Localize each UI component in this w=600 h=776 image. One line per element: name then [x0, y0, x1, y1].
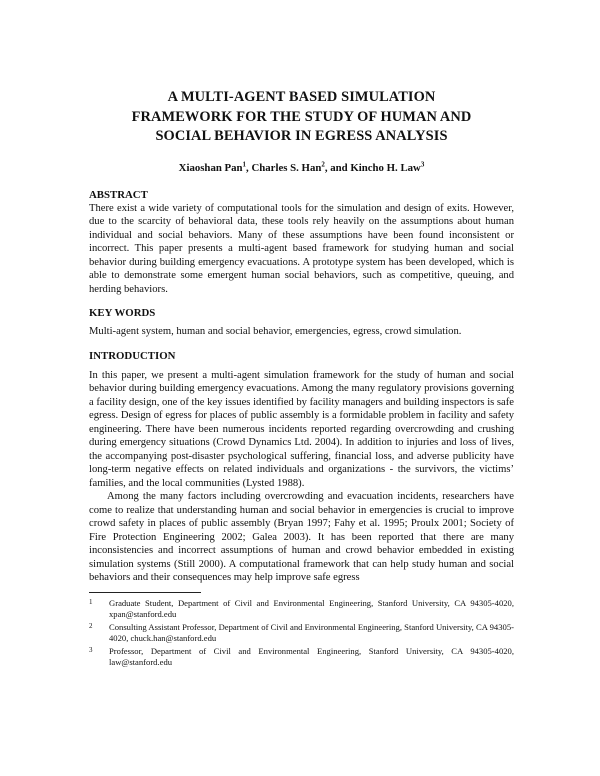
- author-affiliation-mark: 3: [420, 159, 425, 168]
- footnote-divider: [89, 592, 201, 593]
- abstract-text: There exist a wide variety of computational tools for the simulation and design of exits. However, due to the scarcity of behavioral data, these tools rely heavily on the assumptions about human individual and social behaviors. Many of these assumptions have been found inconsistent or incorrect. This paper presents a multi-agent based framework for studying human and social behavior during building emergency evacuations. A prototype system has been developed, which is able to demonstrate some emergent human social behaviors, such as competitive, queuing, and herding behaviors.: [89, 202, 514, 295]
- footnotes: [89, 598, 514, 668]
- footnote-text: Graduate Student, Department of Civil and Environmental Engineering, Stanford University, CA 94305-4020, xpan@stanford.edu: [109, 597, 514, 619]
- author-separator: ,: [246, 161, 252, 174]
- author-line: [89, 161, 514, 175]
- author-name: Charles S. Han: [251, 161, 322, 174]
- author-affiliation-mark: 2: [321, 159, 325, 168]
- footnote-number: 1: [89, 597, 93, 606]
- author-affiliation-mark: 1: [242, 159, 247, 168]
- footnote-number: 3: [89, 645, 93, 654]
- footnote-text: Professor, Department of Civil and Environmental Engineering, Stanford University, CA 94305-4020, law@stanford.edu: [109, 645, 514, 667]
- introduction-heading: INTRODUCTION: [89, 349, 176, 362]
- footnote: [89, 598, 514, 620]
- footnote: [89, 646, 514, 668]
- title-line: A MULTI-AGENT BASED SIMULATION: [167, 89, 436, 105]
- paper-title: [89, 88, 514, 147]
- introduction-paragraph-2: Among the many factors including overcrowding and evacuation incidents, researchers have come to realize that understanding human and social behavior in emergencies is crucial to improve crowd safety in places of public assembly (Bryan 1997; Fahy et al. 1995; Proulx 2001; Society of Fire Protection Engineering 2002; Galea 2003). It has been reported that there are many inconsistencies and incorrect assumptions of human and crowd behavior embedded in existing simulation systems (Still 2000). A computational framework that can help study human and social behaviors and their consequences may help improve safe egress: [89, 491, 514, 583]
- title-line: FRAMEWORK FOR THE STUDY OF HUMAN AND: [131, 108, 472, 125]
- introduction-paragraph-1: In this paper, we present a multi-agent simulation framework for the study of human and social behavior during building emergency evacuations. Among the many regulatory provisions governing a facility design, one of the key issues identified by facility managers and building inspectors is safe egress. Design of egress for places of public assembly is a formidable problem in facility and safety engineering. There have been numerous incidents reported regarding overcrowding and crushing during emergency situations (Crowd Dynamics Ltd. 2004). In addition to injuries and loss of lives, the accompanying post-disaster psychological suffering, financial loss, and adverse publicity have long-term negative effects on related individuals and organizations - the survivors, the victims’ families, and the local communities (Lysted 1988).: [89, 369, 514, 489]
- footnote-text: Consulting Assistant Professor, Department of Civil and Environmental Engineering, Stanford University, CA 94305-4020, chuck.han@stanford.edu: [109, 621, 514, 643]
- keywords-text: Multi-agent system, human and social behavior, emergencies, egress, crowd simulation.: [89, 326, 462, 337]
- footnote-number: 2: [89, 621, 93, 630]
- paper-page: [89, 88, 514, 670]
- author-name: Kincho H. Law: [350, 161, 421, 174]
- title-line: SOCIAL BEHAVIOR IN EGRESS ANALYSIS: [155, 128, 448, 144]
- author-name: Xiaoshan Pan: [178, 161, 243, 174]
- abstract-heading: ABSTRACT: [89, 188, 148, 201]
- footnote: [89, 622, 514, 644]
- author-separator: , and: [324, 161, 351, 174]
- keywords-heading: KEY WORDS: [89, 307, 156, 319]
